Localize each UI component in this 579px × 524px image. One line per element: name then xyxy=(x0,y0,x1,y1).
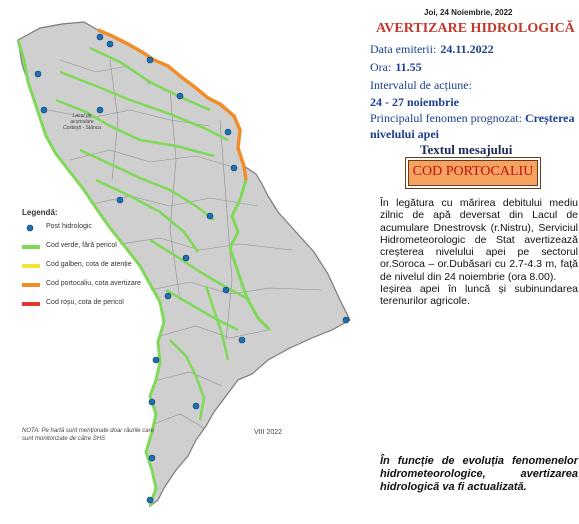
warning-title: AVERTIZARE HIDROLOGICĂ xyxy=(376,21,575,36)
interval-row xyxy=(370,76,472,94)
station-point[interactable] xyxy=(97,34,103,40)
station-point[interactable] xyxy=(41,107,47,113)
station-point[interactable] xyxy=(147,57,153,63)
message-body: În legătura cu mărirea debitului mediu zilnic de apă deversat din Lacul de acumulare Dnestrovsk (r.Nistru), Serviciul Hidrometeorologic de Stat avertizează creșterea nivelului apei pe sectorul or.Soroca – or.Dubăsari cu 2.7-4.3 m, față de nivelul din 24 noiembrie (ora 8.00). Ieșirea apei în luncă și subinundarea terenurilor agricole. xyxy=(380,197,578,308)
legend-item-red xyxy=(22,299,124,318)
orange-line-icon xyxy=(22,283,40,287)
station-point[interactable] xyxy=(107,41,113,47)
station-point[interactable] xyxy=(183,255,189,261)
legend-label: Cod galben, cota de atenție xyxy=(46,261,132,268)
station-point[interactable] xyxy=(239,337,245,343)
station-point[interactable] xyxy=(177,93,183,99)
green-line-icon xyxy=(22,245,40,249)
station-point[interactable] xyxy=(231,165,237,171)
interval-value: 24 - 27 noiembrie xyxy=(370,95,459,109)
station-point[interactable] xyxy=(343,317,349,323)
red-line-icon xyxy=(22,302,40,306)
warning-panel xyxy=(368,0,579,519)
legend-label: Cod verde, fără pericol xyxy=(46,242,117,249)
hour-row xyxy=(370,58,422,76)
station-point[interactable] xyxy=(165,293,171,299)
legend-item-orange xyxy=(22,280,141,299)
issue-date: Joi, 24 Noiembrie, 2022 xyxy=(424,8,513,17)
legend-label: Post hidrologic xyxy=(46,223,92,230)
emission-value: 24.11.2022 xyxy=(440,42,494,56)
station-point[interactable] xyxy=(193,403,199,409)
station-point[interactable] xyxy=(117,197,123,203)
emission-label: Data emiterii: xyxy=(370,42,437,56)
interval-label: Intervalul de acțiune: xyxy=(370,78,472,92)
station-point[interactable] xyxy=(147,497,153,503)
legend xyxy=(22,208,141,318)
message-footer: În funcție de evoluția fenomenelor hidrometeorologice, avertizarea hidrologică va fi actualizată. xyxy=(380,455,578,493)
station-point[interactable] xyxy=(149,399,155,405)
phenomenon-value: Creșterea nivelului apei xyxy=(370,111,575,141)
map-year: VIII 2022 xyxy=(254,429,283,436)
station-point[interactable] xyxy=(35,71,41,77)
station-point-icon xyxy=(22,226,40,230)
legend-label: Cod roșu, cota de pericol xyxy=(46,299,124,306)
phenomenon-label: Principalul fenomen prognozat: xyxy=(370,111,522,125)
legend-item-yellow xyxy=(22,261,132,280)
interval-value-row xyxy=(370,93,459,111)
message-title: Textul mesajului xyxy=(420,142,513,157)
hour-value: 11.55 xyxy=(395,60,422,74)
emission-row xyxy=(370,40,494,58)
map-note: NOTA: Pe hartă sunt menționate doar râurile care sunt monitorizate de către SHS xyxy=(22,428,154,442)
legend-label: Cod portocaliu, cota avertizare xyxy=(46,280,141,287)
warning-code-badge xyxy=(408,160,538,186)
dam-label: Lacul de acumulare Costești - Stânca xyxy=(62,113,102,131)
station-point[interactable] xyxy=(149,455,155,461)
hour-label: Ora: xyxy=(370,60,392,74)
station-point[interactable] xyxy=(225,129,231,135)
station-point[interactable] xyxy=(207,213,213,219)
legend-item-green xyxy=(22,242,117,261)
station-point[interactable] xyxy=(153,357,159,363)
legend-title: Legendă: xyxy=(22,208,58,217)
warning-code-text: COD PORTOCALIU xyxy=(412,164,534,179)
legend-item-station xyxy=(22,223,92,242)
phenomenon-row xyxy=(370,110,575,142)
yellow-line-icon xyxy=(22,264,40,268)
station-point[interactable] xyxy=(223,287,229,293)
